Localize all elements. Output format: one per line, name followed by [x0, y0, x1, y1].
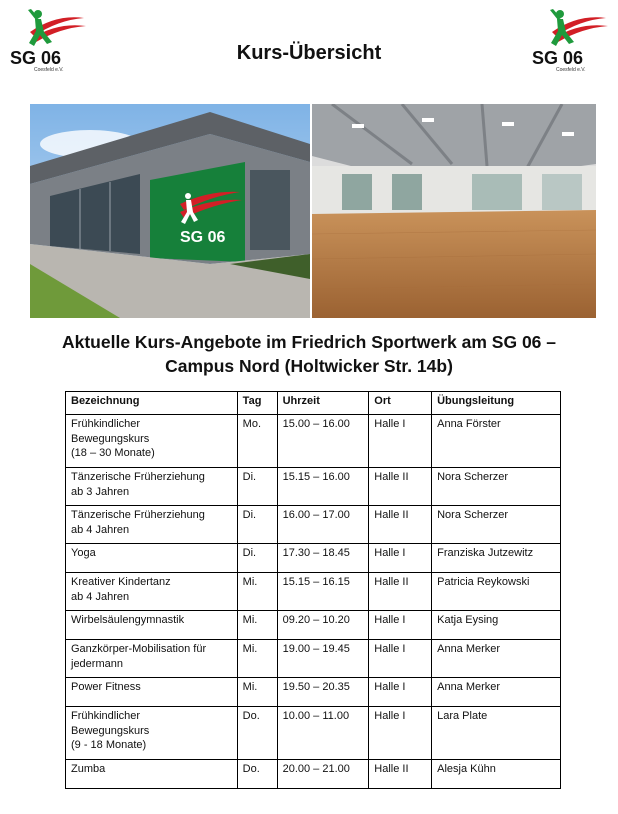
course-place: Halle I [369, 415, 432, 468]
course-name: Yoga [66, 544, 238, 573]
course-time: 15.15 – 16.15 [277, 573, 369, 611]
course-place: Halle I [369, 611, 432, 640]
course-time: 09.20 – 10.20 [277, 611, 369, 640]
course-table [65, 391, 561, 789]
subtitle-line-1: Aktuelle Kurs-Angebote im Friedrich Sportwerk am SG 06 – [61, 332, 557, 352]
course-day: Mi. [237, 573, 277, 611]
page-title: Kurs-Übersicht [236, 42, 382, 64]
subtitle-line-2: Campus Nord (Holtwicker Str. 14b) [165, 356, 453, 376]
building-sign: SG 06 [180, 229, 226, 246]
course-time: 17.30 – 18.45 [277, 544, 369, 573]
header-uebungsleitung: Übungsleitung [432, 392, 561, 415]
hall-photo [312, 104, 596, 318]
building-photo [30, 104, 310, 318]
course-name: Tänzerische Früherziehung ab 3 Jahren [66, 468, 238, 506]
table-row [66, 611, 561, 640]
club-logo-right [530, 6, 610, 72]
course-time: 19.50 – 20.35 [277, 678, 369, 707]
course-leader: Franziska Jutzewitz [432, 544, 561, 573]
table-row [66, 678, 561, 707]
logo-subtext: Coesfeld e.V. [34, 67, 64, 72]
course-day: Mi. [237, 640, 277, 678]
course-day: Mi. [237, 678, 277, 707]
course-day: Do. [237, 707, 277, 760]
course-name: Zumba [66, 760, 238, 789]
table-row [66, 760, 561, 789]
course-leader: Patricia Reykowski [432, 573, 561, 611]
course-name: Wirbelsäulengymnastik [66, 611, 238, 640]
course-leader: Alesja Kühn [432, 760, 561, 789]
course-place: Halle II [369, 506, 432, 544]
course-place: Halle I [369, 707, 432, 760]
header-ort: Ort [369, 392, 432, 415]
photo-strip [30, 104, 596, 318]
course-day: Di. [237, 506, 277, 544]
course-place: Halle I [369, 640, 432, 678]
table-row [66, 573, 561, 611]
course-name: Frühkindlicher Bewegungskurs (18 – 30 Monate) [66, 415, 238, 468]
course-place: Halle II [369, 573, 432, 611]
course-day: Do. [237, 760, 277, 789]
course-time: 15.15 – 16.00 [277, 468, 369, 506]
course-time: 16.00 – 17.00 [277, 506, 369, 544]
course-leader: Katja Eysing [432, 611, 561, 640]
course-leader: Lara Plate [432, 707, 561, 760]
course-name: Tänzerische Früherziehung ab 4 Jahren [66, 506, 238, 544]
course-place: Halle I [369, 678, 432, 707]
course-name: Power Fitness [66, 678, 238, 707]
table-row [66, 415, 561, 468]
course-time: 19.00 – 19.45 [277, 640, 369, 678]
table-row [66, 544, 561, 573]
header-bezeichnung: Bezeichnung [66, 392, 238, 415]
table-header-row [66, 392, 561, 415]
course-day: Di. [237, 468, 277, 506]
course-day: Mi. [237, 611, 277, 640]
course-time: 20.00 – 21.00 [277, 760, 369, 789]
table-row [66, 640, 561, 678]
course-leader: Nora Scherzer [432, 468, 561, 506]
course-leader: Anna Förster [432, 415, 561, 468]
course-leader: Nora Scherzer [432, 506, 561, 544]
course-name: Kreativer Kindertanz ab 4 Jahren [66, 573, 238, 611]
course-time: 10.00 – 11.00 [277, 707, 369, 760]
course-leader: Anna Merker [432, 640, 561, 678]
course-day: Mo. [237, 415, 277, 468]
course-place: Halle II [369, 468, 432, 506]
header-uhrzeit: Uhrzeit [277, 392, 369, 415]
course-time: 15.00 – 16.00 [277, 415, 369, 468]
course-name: Ganzkörper-Mobilisation für jedermann [66, 640, 238, 678]
course-day: Di. [237, 544, 277, 573]
course-name: Frühkindlicher Bewegungskurs (9 - 18 Monate) [66, 707, 238, 760]
table-row [66, 707, 561, 760]
table-row [66, 468, 561, 506]
table-row [66, 506, 561, 544]
logo-text: SG 06 [532, 48, 584, 68]
course-leader: Anna Merker [432, 678, 561, 707]
course-place: Halle II [369, 760, 432, 789]
course-place: Halle I [369, 544, 432, 573]
header-tag: Tag [237, 392, 277, 415]
logo-text: SG 06 [10, 48, 62, 68]
section-subtitle [20, 330, 598, 378]
logo-subtext: Coesfeld e.V. [556, 67, 586, 72]
